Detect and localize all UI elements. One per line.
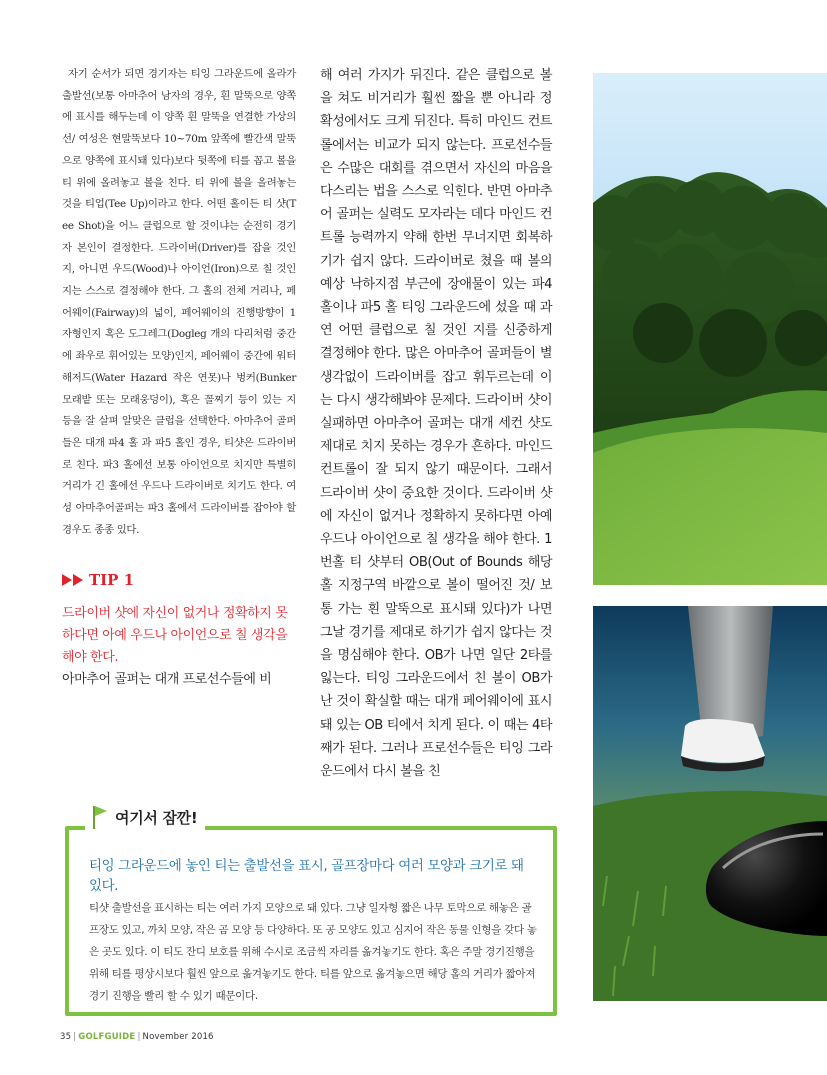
page-footer: 35 | GOLFGUIDE | November 2016 [60, 1032, 214, 1042]
green-flag-icon [91, 804, 109, 830]
note-box-body: 티샷 출발선을 표시하는 티는 여러 가지 모양으로 돼 있다. 그냥 일자형 짧은 나무 토막으로 해놓은 골프장도 있고, 까치 모양, 작은 곰 모양 등 다양하다. 또 공 모양도 있고 심지어 작은 동물 인형을 갖다 놓은 곳도 있다. 이 티도 잔디 보호를 위해 수시로 조금씩 자리를 옮겨놓기도 한다. 혹은 주말 경기진행을 위해 티를 평상시보다 훨씬 앞으로 옮겨놓기도 한다. 티를 앞으로 옮겨놓으면 해당 홀의 거리가 짧아져 경기 진행을 빨리 할 수 있기 때문이다. [89, 902, 537, 1002]
tip-body: 아마추어 골퍼는 대개 프로선수들에 비 [62, 672, 272, 688]
left-column [62, 64, 296, 691]
note-box-title: 여기서 잠깐! [115, 808, 198, 827]
issue-date: November 2016 [142, 1032, 214, 1042]
page-number: 35 [60, 1032, 72, 1042]
article-body-col1: 자기 순서가 되면 경기자는 티잉 그라운드에 올라가 출발선(보통 아마추어 남자의 경우, 흰 말뚝으로 양쪽에 표시를 해두는데 이 양쪽 흰 말뚝을 연결한 가상의 선/ 여성은 현말뚝보다 10~70m 앞쪽에 빨간색 말뚝으로 양쪽에 표시돼 있다)보다 뒷쪽에 티를 꼽고 볼을 티 위에 올려놓고 볼을 친다. 티 위에 볼을 올려놓는 것을 티업(Tee Up)이라고 한다. 어떤 홀이든 티 샷(Tee Shot)을 어느 클럽으로 할 것이냐는 순전히 경기자 본인이 결정한다. 드라이버(Driver)를 잡을 것인지, 아니면 우드(Wood)나 아이언(Iron)으로 칠 것인지는 스스로 결정해야 한다. 그 홀의 전체 거리나, 페어웨이(Fairway)의 넓이, 페어웨이의 진행방향이 1자형인지 혹은 도그레그(Dogleg 개의 다리처럼 중간에 좌우로 휘어있는 모양)인지, 페어웨이 중간에 워터 해저드(Water Hazard 작은 연못)나 벙커(Bunker 모래밭 또는 모래웅덩이), 혹은 꼴찌기 등이 있는 지 등을 잘 살펴 알맞은 클럽을 선택한다. 아마추어 골퍼들은 대개 파4 홀 과 파5 홀인 경우, 티샷은 드라이버로 친다. 파3 홀에선 보통 아이언으로 치지만 특별히 거리가 긴 홀에선 우드나 드라이버로 치기도 한다. 여성 아마추어골퍼는 파3 홀에서 드라이버를 잡아야 할 경우도 종종 있다. [62, 68, 296, 536]
magazine-name: GOLFGUIDE [78, 1032, 136, 1042]
article-body-col2: 해 여러 가지가 뒤진다. 같은 클럽으로 볼을 쳐도 비거리가 훨씬 짧을 뿐 아니라 정확성에서도 크게 뒤진다. 특히 마인드 컨트롤에서는 비교가 되지 않는다. 프로선수들은 수많은 대회를 겪으면서 자신의 마음을 다스리는 법을 스스로 익힌다. 반면 아마추어 골퍼는 실력도 모자라는 데다 마인드 컨트롤 능력까지 약해 한번 무너지면 회복하기가 쉽지 않다. 드라이버로 쳤을 때 볼의 예상 낙하지점 부근에 장애물이 있는 파4 홀이나 파5 홀 티잉 그라운드에 섰을 때 과연 어떤 클럽으로 칠 것인 지를 신중하게 결정해야 한다. 많은 아마추어 골퍼들이 별 생각없이 드라이버를 잡고 휘두르는데 이는 다시 생각해봐야 문제다. 드라이버 샷이 실패하면 아마추어 골퍼는 대개 세컨 샷도 제대로 치지 못하는 경우가 흔하다. 마인드컨트롤이 잘 되지 않기 때문이다. 그래서 드라이버 샷이 중요한 것이다. 드라이버 샷에 자신이 없거나 정확하지 못하다면 아예 우드나 아이언으로 칠 생각을 해야 한다. 1번홀 티 샷부터 OB(Out of Bounds 해당홀 지정구역 바깥으로 볼이 떨어진 것/ 보통 가는 흰 말뚝으로 표시돼 있다)가 나면 그날 경기를 제대로 하기가 쉽지 않다는 것을 명심해야 한다. OB가 나면 일단 2타를 잃는다. 티잉 그라운드에서 친 볼이 OB가 난 것이 확실할 때는 대개 페어웨이에 표시돼 있는 OB 티에서 치게 된다. 이 때는 4타째가 된다. 그러나 프로선수들은 티잉 그라운드에서 다시 볼을 친 [320, 68, 552, 780]
golf-course-photo [593, 73, 827, 585]
middle-column [320, 64, 552, 783]
double-arrow-icon [62, 574, 83, 586]
tip-highlight: 드라이버 샷에 자신이 없거나 정확하지 못하다면 아예 우드나 아이언으로 칠 생각을 해야 한다. [62, 606, 288, 666]
note-box-subtitle: 티잉 그라운드에 놓인 티는 출발선을 표시, 골프장마다 여러 모양과 크기로 돼 있다. [89, 858, 524, 894]
note-box [65, 826, 557, 1016]
note-box-header [85, 804, 205, 830]
tip-heading-label: TIP 1 [89, 571, 135, 590]
golfer-club-photo [593, 606, 827, 1001]
tip-heading [62, 571, 296, 589]
